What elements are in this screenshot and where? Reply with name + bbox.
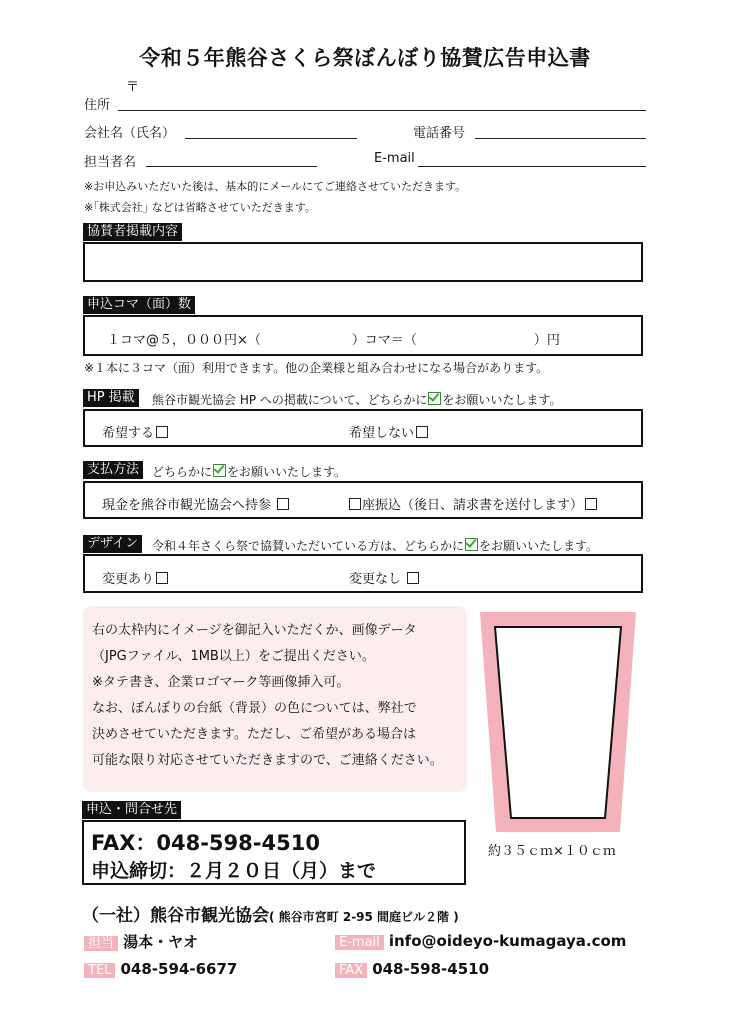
email-tag: E-mail (335, 935, 384, 950)
payment-description: どちらかに をお願いいたします。 (152, 465, 347, 479)
tel-tag: TEL (84, 963, 115, 978)
checkmark-icon (213, 464, 226, 477)
contact-field[interactable] (146, 166, 317, 167)
listing-content-field[interactable] (83, 242, 643, 282)
org-address: ( 熊谷市宮町 2-95 間庭ビル２階 ) (269, 910, 459, 924)
checkmark-icon (465, 538, 478, 551)
payment-option-transfer[interactable]: 座振込（後日、請求書を送付します） (349, 494, 597, 513)
note-abbrev: ※｢株式会社｣ などは省略させていただきます。 (84, 201, 316, 214)
hp-option-no[interactable]: 希望しない (349, 422, 428, 441)
instruction-line: ※タテ書き、企業ロゴマーク等画像挿入可。 (92, 675, 350, 690)
slots-note: ※１本に３コマ（面）利用できます。他の企業様と組み合わせになる場合があります。 (84, 361, 549, 375)
design-description: 令和４年さくら祭で協賛いただいている方は、どちらかに をお願いいたします。 (152, 539, 599, 553)
hp-description: 熊谷市観光協会 HP への掲載について、どちらかに をお願いいたします。 (152, 393, 562, 407)
postal-mark: 〒 (126, 80, 140, 95)
instruction-line: 可能な限り対応させていただきますので、ご連絡ください。 (92, 753, 443, 768)
instruction-line: （JPGファイル、1MB以上）をご提出ください。 (92, 649, 375, 664)
lantern-frame[interactable] (480, 612, 636, 832)
org-person-row (84, 931, 198, 952)
checkbox-icon[interactable] (156, 572, 168, 584)
page-title: 令和５年熊谷さくら祭ぼんぼり協賛広告申込書 (139, 46, 591, 70)
email-field[interactable] (418, 166, 646, 167)
instructions-panel (83, 606, 467, 792)
org-email-row (335, 931, 626, 951)
hp-tag: HP 掲載 (83, 389, 139, 407)
instruction-line: 右の太枠内にイメージを御記入いただくか、画像データ (92, 623, 417, 638)
lantern-drawing-area[interactable] (495, 627, 621, 818)
email-label: E-mail (374, 151, 415, 166)
org-fax-number: 048-598-4510 (372, 960, 490, 978)
person-name: 湯本・ヤオ (123, 933, 199, 951)
instruction-line: なお、ぼんぼりの台紙（背景）の色については、弊社で (92, 701, 417, 716)
address-field[interactable] (118, 110, 646, 111)
phone-label: 電話番号 (413, 126, 466, 141)
org-info (82, 901, 459, 926)
hp-option-yes[interactable]: 希望する (102, 422, 168, 441)
org-tel-row (84, 959, 237, 979)
checkbox-icon[interactable] (416, 426, 428, 438)
lantern-size-label: 約３５ｃｍ×１０ｃｍ (488, 844, 616, 859)
design-tag: デザイン (83, 535, 142, 553)
email-link[interactable]: info@oideyo-kumagaya.com (388, 932, 627, 950)
instruction-line: 決めさせていただきます。ただし、ご希望がある場合は (92, 727, 416, 742)
company-label: 会社名（氏名） (84, 126, 176, 141)
contact-box (82, 820, 466, 885)
company-field[interactable] (185, 138, 357, 139)
checkbox-icon[interactable] (156, 426, 168, 438)
design-option-nochange[interactable]: 変更なし (349, 568, 419, 587)
payment-tag: 支払方法 (83, 461, 143, 479)
org-fax-row (335, 959, 489, 979)
payment-options-box (83, 481, 643, 519)
address-label: 住所 (84, 98, 111, 113)
checkbox-icon[interactable] (349, 498, 361, 510)
contact-label: 担当者名 (84, 155, 137, 170)
checkbox-icon[interactable] (407, 572, 419, 584)
slots-tag: 申込コマ（面）数 (83, 296, 195, 314)
tel-number: 048-594-6677 (120, 960, 238, 978)
note-contact: ※お申込みいただいた後は、基本的にメールにてご連絡させていただきます。 (84, 180, 467, 193)
checkmark-icon (428, 392, 441, 405)
slots-formula: １コマ@５，０００円×（ ）コマ＝（ ）円 (107, 333, 560, 348)
fax-tag: FAX (335, 963, 367, 978)
deadline: 申込締切：２月２０日（月）まで (91, 860, 377, 882)
slots-field[interactable] (83, 315, 643, 356)
phone-field[interactable] (475, 138, 646, 139)
contact-tag: 申込・問合せ先 (82, 801, 181, 819)
design-options-box (83, 554, 643, 593)
person-tag: 担当 (84, 936, 118, 951)
hp-options-box (83, 409, 643, 447)
listing-tag: 協賛者掲載内容 (83, 223, 182, 241)
org-name: （一社）熊谷市観光協会 (82, 906, 269, 926)
checkbox-icon[interactable] (277, 498, 289, 510)
payment-option-cash[interactable]: 現金を熊谷市観光協会へ持参 (102, 494, 289, 513)
checkbox-icon[interactable] (585, 498, 597, 510)
design-option-change[interactable]: 変更あり (102, 568, 168, 587)
fax-number: FAX：048-598-4510 (91, 831, 320, 855)
